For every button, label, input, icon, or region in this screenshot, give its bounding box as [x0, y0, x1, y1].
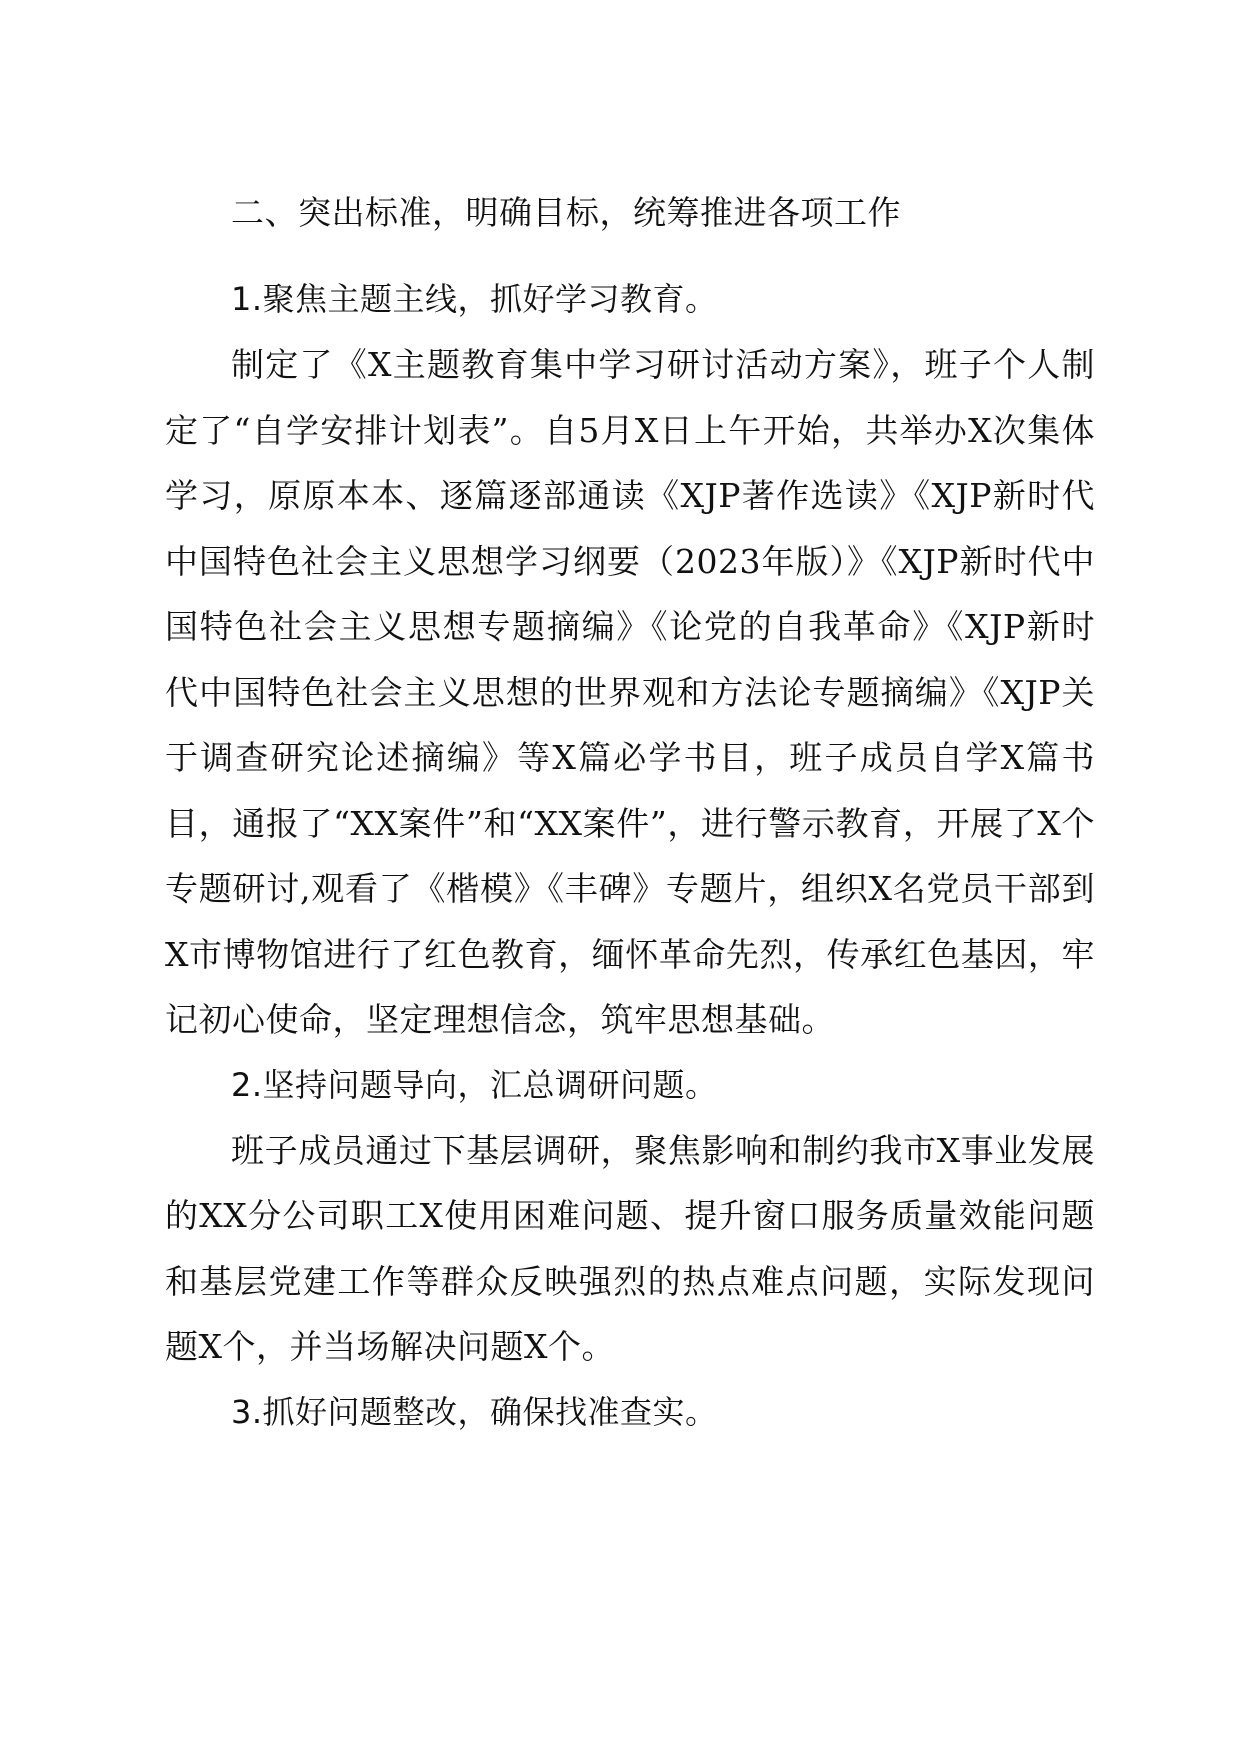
item-1-heading: 1.聚焦主题主线，抓好学习教育。 — [231, 280, 718, 318]
item-2-heading: 2.坚持问题导向，汇总调研问题。 — [231, 1065, 718, 1104]
item-3-heading: 3.抓好问题整改，确保找准查实。 — [231, 1392, 718, 1431]
item-1-paragraph: 制定了《X主题教育集中学习研讨活动方案》，班子个人制定了“自学安排计划表”。自5月X日上午开始，共举办X次集体学习，原原本本、逐篇逐部通读《XJP著作选读》《XJP新时代中国特色社会主义思想学习纲要（2023年版）》《XJP新时代中国特色社会主义思想专题摘编》《论党的自我革命》《XJP新时代中国特色社会主义思想的世界观和方法论专题摘编》《XJP关于调查研究论述摘编》等X篇必学书目，班子成员自学X篇书目，通报了“XX案件”和“XX案件”，进行警示教育，开展了X个专题研讨,观看了《楷模》《丰碑》专题片，组织X名党员干部到X市博物馆进行了红色教育，缅怀革命先烈，传承红色基因，牢记初心使命，坚定理想信念，筑牢思想基础。 — [165, 345, 1095, 1039]
document-body — [165, 180, 1095, 1445]
section-heading: 二、突出标准，明确目标，统筹推进各项工作 — [231, 193, 901, 232]
item-2-paragraph: 班子成员通过下基层调研，聚焦影响和制约我市X事业发展的XX分公司职工X使用困难问题、提升窗口服务质量效能问题和基层党建工作等群众反映强烈的热点难点问题，实际发现问题X个，并当场解决问题X个。 — [165, 1130, 1095, 1366]
